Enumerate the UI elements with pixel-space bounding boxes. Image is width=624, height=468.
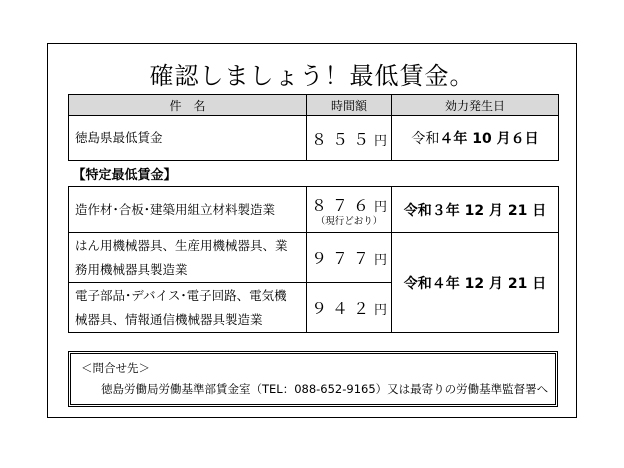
prefecture-wage-amount	[307, 116, 392, 161]
contact-heading: ＜問合せ先＞	[81, 361, 150, 375]
industry-effective-date: 令和４年 12 月 21 日	[392, 233, 559, 333]
yen-unit: 円	[374, 303, 388, 318]
prefecture-effective-date: 令和４年 10 月６日	[392, 116, 559, 161]
table-row	[69, 187, 559, 233]
contact-box	[68, 351, 558, 407]
wage-value: ８５５	[310, 129, 374, 149]
wage-value: ９４２	[310, 299, 374, 318]
wage-value: ８７６	[310, 195, 374, 215]
page-title: 確認しましょう！最低賃金。	[149, 62, 475, 90]
yen-unit: 円	[374, 199, 388, 215]
specific-wage-section-label: 【特定最低賃金】	[69, 161, 559, 187]
table-row	[69, 233, 559, 283]
minimum-wage-table	[68, 94, 559, 333]
industry-name: はん用機械器具、生産用機械器具、業 務用機械器具製造業	[69, 233, 307, 283]
wage-note: （現行どおり）	[315, 215, 383, 227]
prefecture-wage-name: 徳島県最低賃金	[69, 116, 307, 161]
table-row	[69, 116, 559, 161]
header-effective-date: 効力発生日	[392, 95, 559, 116]
industry-name: 電子部品･デバイス･電子回路、電気機 械器具、情報通信機械器具製造業	[69, 283, 307, 333]
section-row	[69, 161, 559, 187]
industry-effective-date: 令和３年 12 月 21 日	[392, 187, 559, 233]
industry-name: 造作材･合板･建築用組立材料製造業	[69, 187, 307, 233]
industry-wage-amount	[307, 283, 392, 333]
industry-wage-amount	[307, 233, 392, 283]
header-item: 件 名	[69, 95, 307, 116]
yen-unit: 円	[374, 133, 388, 149]
contact-info: 徳島労働局労働基準部賃金室（TEL：088-652-9165）又は最寄りの労働基準監督署へ	[101, 382, 549, 396]
industry-wage-amount	[307, 187, 392, 233]
yen-unit: 円	[374, 253, 388, 268]
wage-value: ９７７	[310, 249, 374, 268]
header-hourly-wage: 時間額	[307, 95, 392, 116]
table-header-row	[69, 95, 559, 116]
